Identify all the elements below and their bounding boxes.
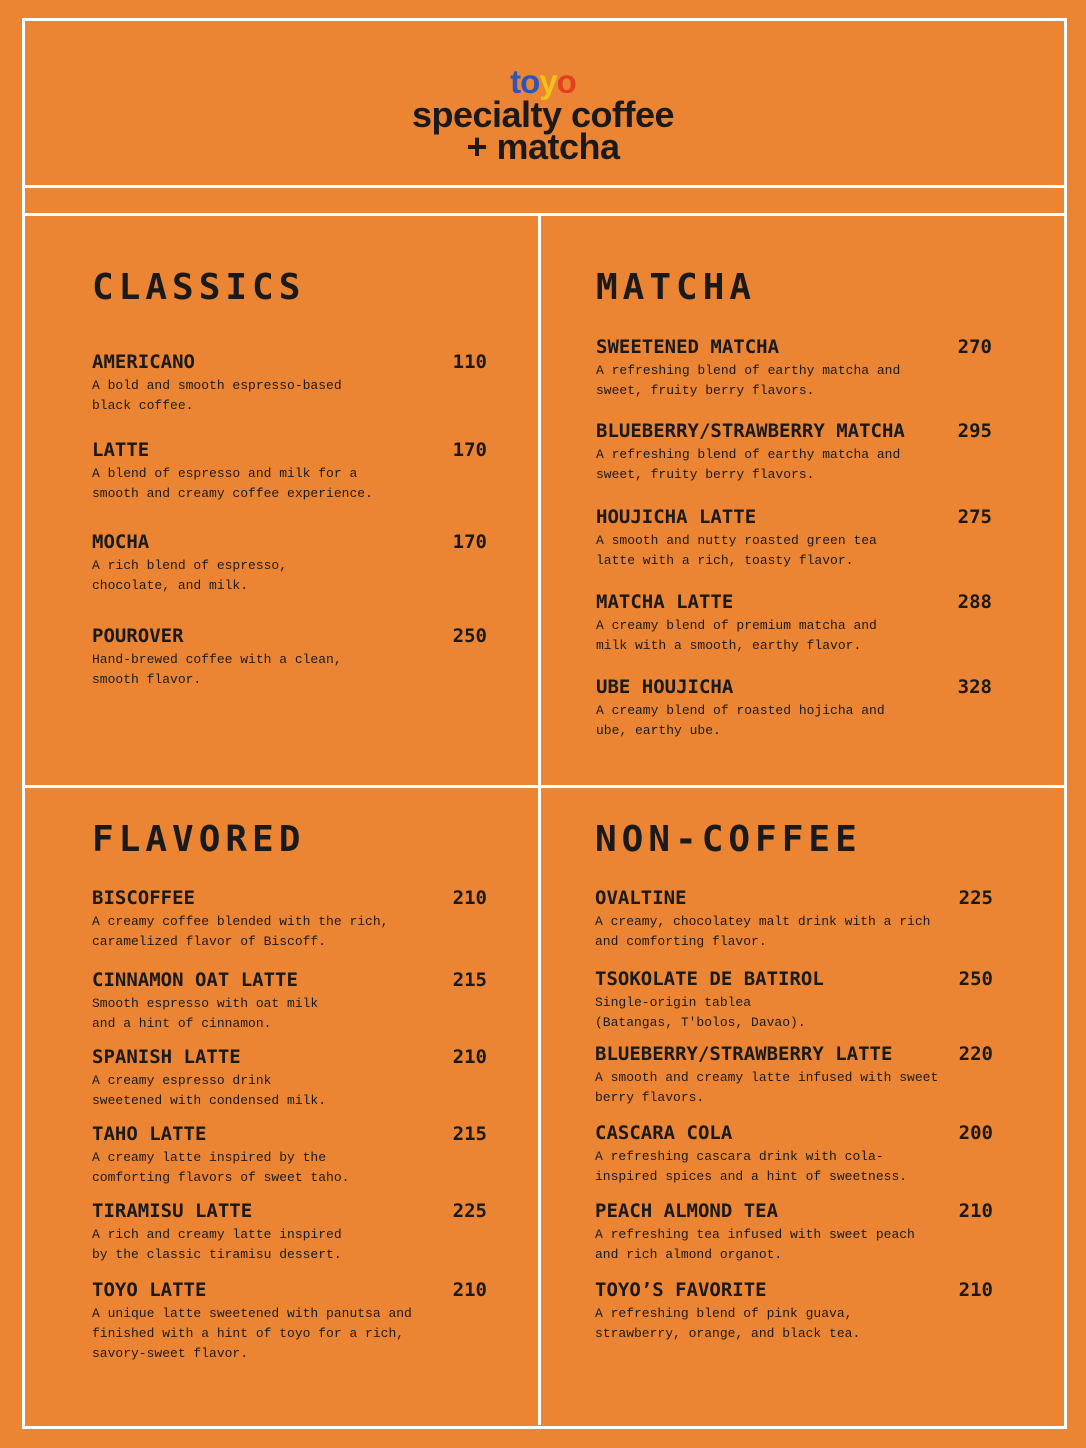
menu-item: [595, 1122, 993, 1187]
item-price: 170: [452, 531, 487, 553]
menu-item: [92, 1200, 487, 1265]
item-price: 210: [452, 887, 487, 909]
menu-item: [92, 531, 487, 596]
item-price: 295: [957, 420, 992, 442]
menu-item: [92, 1046, 487, 1111]
item-price: 210: [958, 1200, 993, 1222]
item-price: 270: [957, 336, 992, 358]
tagline-line-2: + matcha: [466, 126, 620, 167]
item-name: TOYO’S FAVORITE: [595, 1279, 767, 1301]
item-description: A refreshing tea infused with sweet peach and rich almond organot.: [595, 1227, 915, 1262]
item-description: A smooth and creamy latte infused with sweet berry flavors.: [595, 1070, 939, 1105]
item-description: A refreshing cascara drink with cola- inspired spices and a hint of sweetness.: [595, 1149, 908, 1184]
item-description: A creamy blend of premium matcha and milk with a smooth, earthy flavor.: [596, 618, 877, 653]
item-description: A refreshing blend of earthy matcha and sweet, fruity berry flavors.: [596, 447, 901, 482]
item-name: TOYO LATTE: [92, 1279, 207, 1301]
section-title: NON-COFFEE: [595, 819, 862, 860]
item-description: A refreshing blend of pink guava, strawberry, orange, and black tea.: [595, 1306, 861, 1341]
menu-item: [92, 1279, 487, 1364]
section-title: FLAVORED: [92, 819, 306, 860]
item-description: A creamy latte inspired by the comforting flavors of sweet taho.: [92, 1150, 350, 1185]
header-divider-bottom: [22, 213, 1067, 216]
tagline-line-1: specialty coffee: [411, 94, 675, 135]
item-description: A rich blend of espresso, chocolate, and milk.: [92, 558, 288, 593]
item-description: Smooth espresso with oat milk and a hint of cinnamon.: [92, 996, 319, 1031]
menu-item: [92, 1123, 487, 1188]
item-price: 250: [958, 968, 993, 990]
item-description: A smooth and nutty roasted green tea latte with a rich, toasty flavor.: [596, 533, 877, 568]
menu-item: [92, 969, 487, 1034]
section-title: MATCHA: [596, 267, 757, 308]
menu-item: [92, 887, 487, 952]
item-price: 210: [958, 1279, 993, 1301]
logo-letter: t: [510, 63, 521, 100]
item-name: TAHO LATTE: [92, 1123, 207, 1145]
center-divider: [538, 213, 541, 1425]
item-name: SWEETENED MATCHA: [596, 336, 780, 358]
item-description: A creamy espresso drink sweetened with condensed milk.: [92, 1073, 327, 1108]
menu-item: [595, 1043, 993, 1108]
item-price: 200: [958, 1122, 993, 1144]
menu-item: [596, 676, 992, 741]
menu-item: [596, 591, 992, 656]
item-price: 215: [452, 1123, 487, 1145]
menu-item: [92, 351, 487, 416]
item-name: AMERICANO: [92, 351, 195, 373]
item-price: 250: [452, 625, 487, 647]
menu-item: [595, 968, 993, 1033]
item-name: BLUEBERRY/STRAWBERRY LATTE: [595, 1043, 893, 1065]
logo-letter: o: [520, 63, 540, 100]
item-description: A creamy, chocolatey malt drink with a rich and comforting flavor.: [595, 914, 931, 949]
section-title: CLASSICS: [92, 267, 306, 308]
item-description: A refreshing blend of earthy matcha and sweet, fruity berry flavors.: [596, 363, 901, 398]
item-price: 215: [452, 969, 487, 991]
item-name: MATCHA LATTE: [596, 591, 734, 613]
menu-item: [595, 1200, 993, 1265]
item-price: 110: [452, 351, 487, 373]
item-description: A rich and creamy latte inspired by the classic tiramisu dessert.: [92, 1227, 342, 1262]
menu-item: [595, 1279, 993, 1344]
item-name: POUROVER: [92, 625, 184, 647]
item-name: LATTE: [92, 439, 150, 461]
item-description: Single-origin tablea (Batangas, T'bolos, Davao).: [595, 995, 806, 1030]
item-name: BISCOFFEE: [92, 887, 195, 909]
item-name: SPANISH LATTE: [92, 1046, 241, 1068]
menu-item: [596, 336, 992, 401]
menu-item: [596, 420, 992, 485]
item-price: 288: [957, 591, 992, 613]
menu-item: [92, 439, 487, 504]
middle-divider: [22, 785, 1067, 788]
item-name: TIRAMISU LATTE: [92, 1200, 253, 1222]
item-price: 170: [452, 439, 487, 461]
item-description: A unique latte sweetened with panutsa and finished with a hint of toyo for a rich, savory-sweet flavor.: [92, 1306, 412, 1361]
item-name: UBE HOUJICHA: [596, 676, 734, 698]
logo-letter: o: [556, 63, 576, 100]
item-name: CASCARA COLA: [595, 1122, 733, 1144]
item-price: 328: [957, 676, 992, 698]
logo-letter: y: [539, 63, 557, 100]
item-price: 210: [452, 1279, 487, 1301]
item-name: HOUJICHA LATTE: [596, 506, 757, 528]
item-name: OVALTINE: [595, 887, 687, 909]
menu-item: [596, 506, 992, 571]
menu-header: [25, 21, 1061, 185]
menu-item: [595, 887, 993, 952]
item-description: A bold and smooth espresso-based black coffee.: [92, 378, 342, 413]
item-description: Hand-brewed coffee with a clean, smooth flavor.: [92, 652, 342, 687]
item-name: MOCHA: [92, 531, 150, 553]
item-name: CINNAMON OAT LATTE: [92, 969, 298, 991]
item-price: 225: [452, 1200, 487, 1222]
item-price: 220: [958, 1043, 993, 1065]
item-price: 225: [958, 887, 993, 909]
menu-item: [92, 625, 487, 690]
item-description: A blend of espresso and milk for a smooth and creamy coffee experience.: [92, 466, 373, 501]
item-name: PEACH ALMOND TEA: [595, 1200, 779, 1222]
menu-tagline: [25, 94, 1061, 167]
item-price: 210: [452, 1046, 487, 1068]
item-name: TSOKOLATE DE BATIROL: [595, 968, 824, 990]
item-price: 275: [957, 506, 992, 528]
item-description: A creamy coffee blended with the rich, caramelized flavor of Biscoff.: [92, 914, 389, 949]
item-description: A creamy blend of roasted hojicha and ube, earthy ube.: [596, 703, 885, 738]
item-name: BLUEBERRY/STRAWBERRY MATCHA: [596, 420, 905, 442]
header-divider-top: [22, 185, 1067, 188]
